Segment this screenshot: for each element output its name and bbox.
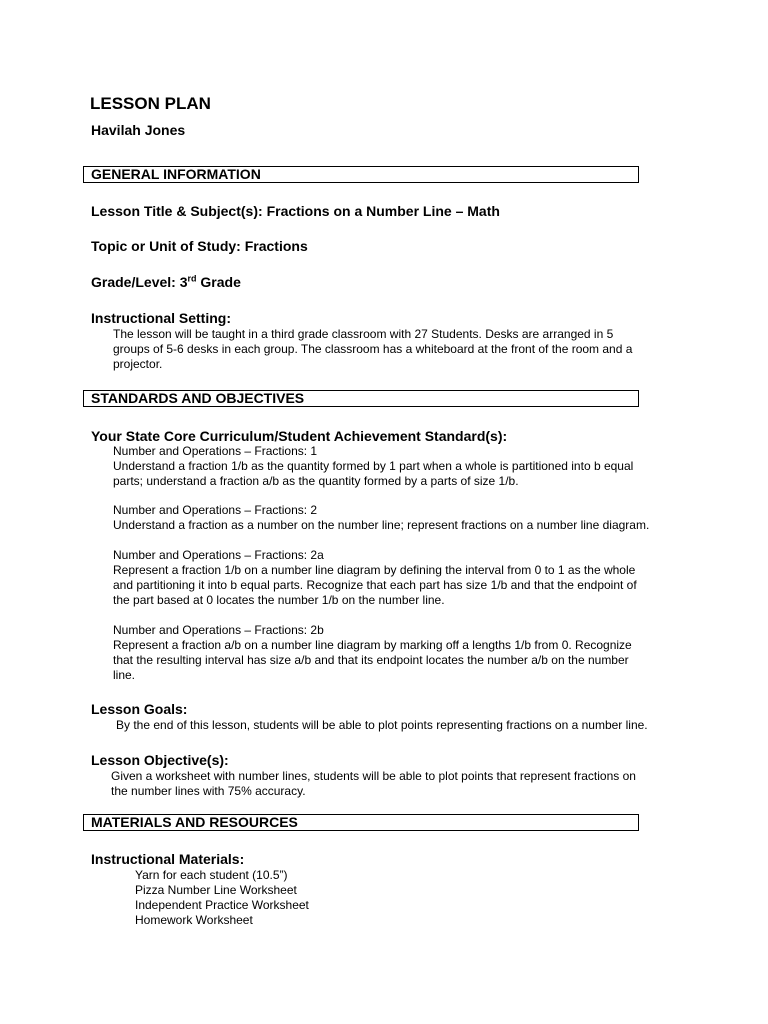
author-name: Havilah Jones <box>91 122 186 138</box>
objectives-heading: Lesson Objective(s): <box>91 752 229 768</box>
standard-line: that the resulting interval has size a/b and that its endpoint locates the number a/b on the number <box>113 653 629 667</box>
goals-heading: Lesson Goals: <box>91 701 188 717</box>
list-item: Pizza Number Line Worksheet <box>135 883 297 897</box>
setting-heading: Instructional Setting: <box>91 310 231 326</box>
lesson-title-label: Lesson Title & Subject(s): <box>91 203 263 219</box>
document-title: LESSON PLAN <box>90 94 211 113</box>
materials-heading: Instructional Materials: <box>91 851 245 867</box>
materials-list <box>135 868 535 928</box>
standard-line: line. <box>113 668 136 682</box>
grade-number: 3 <box>179 274 188 290</box>
topic-value: Fractions <box>244 238 308 254</box>
standard-title: Number and Operations – Fractions: 2b <box>113 623 324 637</box>
lesson-title-line <box>91 203 500 219</box>
grade-suffix: rd <box>187 273 197 284</box>
standard-item <box>113 548 693 608</box>
standard-item <box>113 444 693 489</box>
objectives-line: the number lines with 75% accuracy. <box>111 784 306 798</box>
section-materials-resources: MATERIALS AND RESOURCES <box>83 814 639 831</box>
list-item: Yarn for each student (10.5”) <box>135 868 288 882</box>
list-item: Independent Practice Worksheet <box>135 898 309 912</box>
list-item: Homework Worksheet <box>135 913 253 927</box>
setting-line: groups of 5-6 desks in each group. The classroom has a whiteboard at the front of the room and a <box>113 342 633 356</box>
grade-label: Grade/Level: <box>91 274 176 290</box>
standard-title: Number and Operations – Fractions: 2a <box>113 548 324 562</box>
standards-heading: Your State Core Curriculum/Student Achievement Standard(s): <box>91 428 508 444</box>
topic-line <box>91 238 308 254</box>
goals-text: By the end of this lesson, students will be able to plot points representing fractions on a number line. <box>116 718 648 732</box>
standard-item <box>113 623 693 683</box>
standard-line: Represent a fraction a/b on a number line diagram by marking off a lengths 1/b from 0. Recognize <box>113 638 632 652</box>
section-standards-objectives: STANDARDS AND OBJECTIVES <box>83 390 639 407</box>
setting-line: The lesson will be taught in a third grade classroom with 27 Students. Desks are arranged in 5 <box>113 327 614 341</box>
grade-line <box>91 274 241 290</box>
standard-line: Understand a fraction 1/b as the quantity formed by 1 part when a whole is partitioned into b equal <box>113 459 634 473</box>
setting-text <box>113 327 683 372</box>
standard-line: Understand a fraction as a number on the number line; represent fractions on a number line diagram. <box>113 518 650 532</box>
objectives-line: Given a worksheet with number lines, students will be able to plot points that represent fractions on <box>111 769 636 783</box>
standard-line: the part based at 0 locates the number 1/b on the number line. <box>113 593 445 607</box>
standard-title: Number and Operations – Fractions: 1 <box>113 444 318 458</box>
setting-line: projector. <box>113 357 163 371</box>
lesson-title-value: Fractions on a Number Line – Math <box>266 203 500 219</box>
topic-label: Topic or Unit of Study: <box>91 238 241 254</box>
section-general-information: GENERAL INFORMATION <box>83 166 639 183</box>
standard-title: Number and Operations – Fractions: 2 <box>113 503 318 517</box>
standard-line: and partitioning it into b equal parts. Recognize that each part has size 1/b and that the endpoint of <box>113 578 637 592</box>
grade-word: Grade <box>200 274 241 290</box>
standard-line: Represent a fraction 1/b on a number line diagram by defining the interval from 0 to 1 as the whole <box>113 563 636 577</box>
standards-list <box>113 444 693 683</box>
standard-line: parts; understand a fraction a/b as the quantity formed by a parts of size 1/b. <box>113 474 519 488</box>
standard-item <box>113 503 693 533</box>
objectives-text <box>111 769 686 799</box>
